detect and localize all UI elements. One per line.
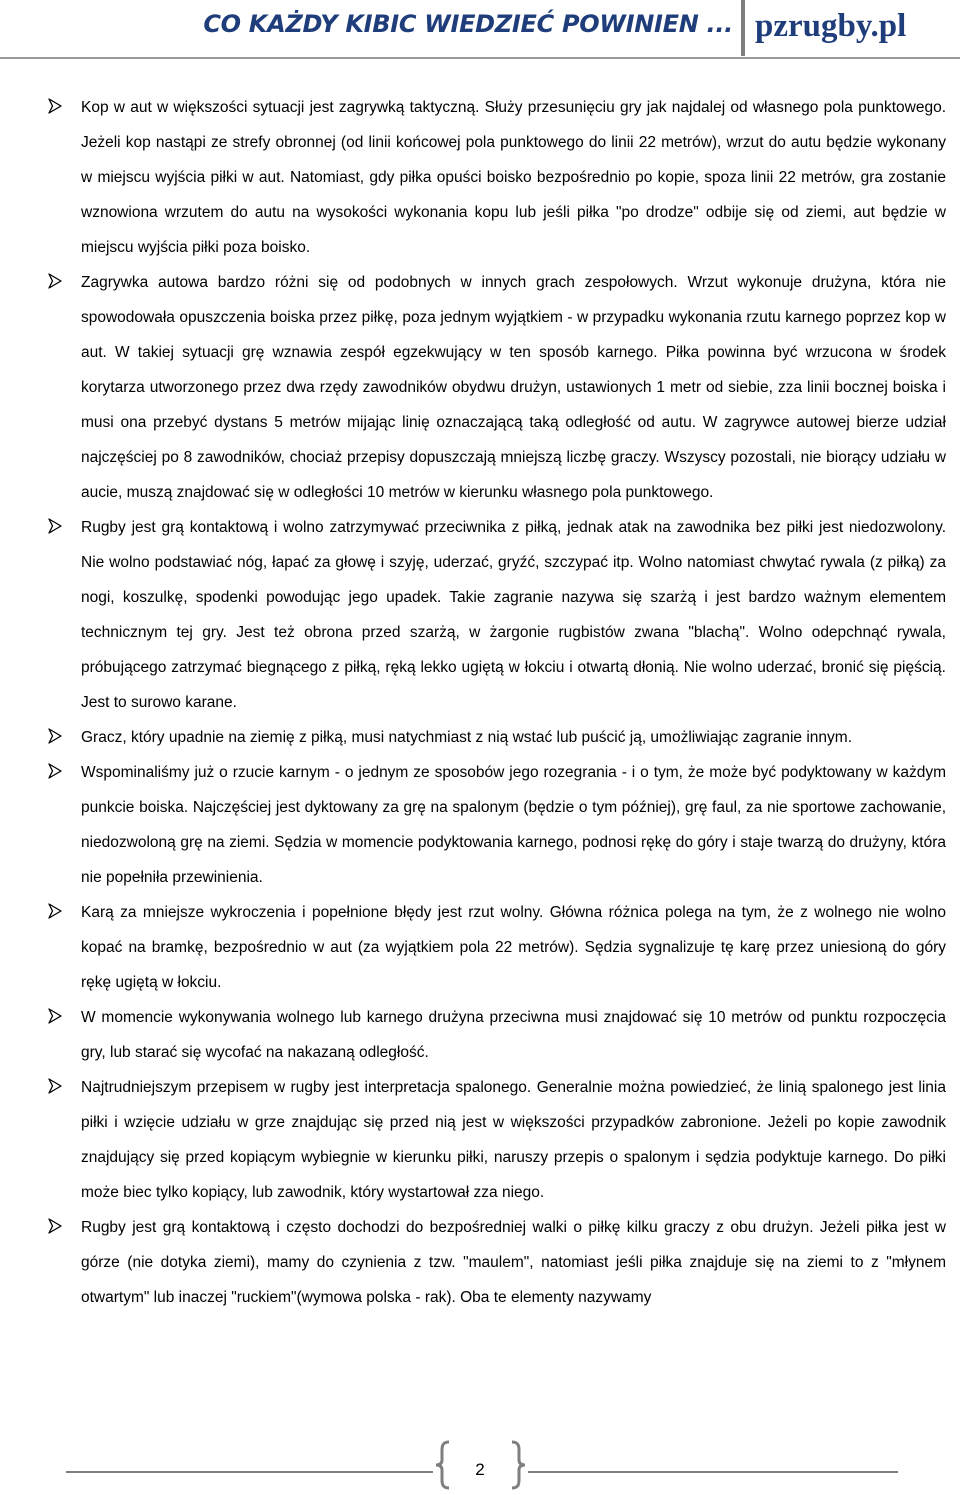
list-item <box>0 1070 946 1210</box>
list-item <box>0 755 946 895</box>
arrow-bullet-icon <box>48 728 62 744</box>
arrow-bullet-icon <box>48 98 62 114</box>
list-item-text: Kop w aut w większości sytuacji jest zagrywką taktyczną. Służy przesunięciu gry jak najdalej od własnego pola punktowego. Jeżeli kop nastąpi ze strefy obronnej (od linii końcowej pola punktowego do linii 22 metrów), wrzut do autu będzie wykonany w miejscu wyjścia piłki w aut. Natomiast, gdy piłka opuści boisko bezpośrednio po kopie, spoza linii 22 metrów, gra zostanie wznowiona wrzutem do autu na wysokości wykonania kopu lub jeśli piłka "po drodze" odbije się od ziemi, aut będzie w miejscu wyjścia piłki poza boisko. <box>81 99 946 256</box>
list-item-text: Karą za mniejsze wykroczenia i popełnione błędy jest rzut wolny. Główna różnica polega na tym, że z wolnego nie wolno kopać na bramkę, bezpośrednio w aut (za wyjątkiem pola 22 metrów). Sędzia sygnalizuje tę karę przez uniesioną do góry rękę ugiętą w łokciu. <box>81 904 946 991</box>
site-logo: pzrugby.pl <box>755 8 907 44</box>
brace-left-icon <box>433 1440 453 1490</box>
arrow-bullet-icon <box>48 763 62 779</box>
list-item <box>0 510 946 720</box>
arrow-bullet-icon <box>48 903 62 919</box>
footer-rule-right <box>528 1471 898 1473</box>
page-number: 2 <box>475 1460 485 1479</box>
list-item-text: Zagrywka autowa bardzo różni się od podobnych w innych grach zespołowych. Wrzut wykonuje drużyna, która nie spowodowała opuszczenia boiska przez piłkę, poza jednym wyjątkiem - w przypadku wykonania rzutu karnego poprzez kop w aut. W takiej sytuacji grę wznawia zespół egzekwujący w ten sposób karnego. Piłka powinna być wrzucona w środek korytarza utworzonego przez dwa rzędy zawodników obydwu drużyn, ustawionych 1 metr od siebie, zza linii bocznej boiska i musi ona przebyć dystans 5 metrów mijając linię oznaczającą taką odległość od autu. W zagrywce autowej bierze udział najczęściej po 8 zawodników, chociaż przepisy dopuszczają mniejszą liczbę graczy. Wszyscy pozostali, nie biorący udziału w aucie, muszą znajdować się w odległości 10 metrów w kierunku własnego pola punktowego. <box>81 274 946 501</box>
page-footer <box>0 1440 960 1495</box>
header-separator <box>741 0 745 56</box>
list-item-text: W momencie wykonywania wolnego lub karnego drużyna przeciwna musi znajdować się 10 metrów od punktu rozpoczęcia gry, lub starać się wycofać na nakazaną odległość. <box>81 1009 946 1061</box>
list-item <box>0 720 946 755</box>
list-item-text: Wspominaliśmy już o rzucie karnym - o jednym ze sposobów jego rozegrania - i o tym, że może być podyktowany w każdym punkcie boiska. Najczęściej jest dyktowany za grę na spalonym (będzie o tym później), grę faul, za nie sportowe zachowanie, niedozwoloną grę na ziemi. Sędzia w momencie podyktowania karnego, podnosi rękę do góry i staje twarzą do drużyny, która nie popełniła przewinienia. <box>81 764 946 886</box>
footer-rule-left <box>66 1471 433 1473</box>
list-item <box>0 895 946 1000</box>
header-title: CO KAŻDY KIBIC WIEDZIEĆ POWINIEN ... <box>203 10 733 38</box>
list-item-text: Rugby jest grą kontaktową i często dochodzi do bezpośredniej walki o piłkę kilku graczy z obu drużyn. Jeżeli piłka jest w górze (nie dotyka ziemi), mamy do czynienia z tzw. "maulem", natomiast jeśli piłka znajduje się na ziemi to z "młynem otwartym" lub inaczej "ruckiem"(wymowa polska - rak). Oba te elementy nazywamy <box>81 1219 946 1306</box>
list-item <box>0 265 946 510</box>
list-item <box>0 1000 946 1070</box>
arrow-bullet-icon <box>48 1218 62 1234</box>
brace-right-icon <box>508 1440 528 1490</box>
list-item <box>0 90 946 265</box>
arrow-bullet-icon <box>48 518 62 534</box>
list-item-text: Najtrudniejszym przepisem w rugby jest interpretacja spalonego. Generalnie można powiedzieć, że linią spalonego jest linia piłki i wzięcie udziału w grze znajdując się przed nią jest w większości przypadków zabronione. Jeżeli po kopie zawodnik znajdujący się przed kopiącym wybiegnie w kierunku piłki, naruszy przepis o spalonym i sędzia podyktuje karnego. Do piłki może biec tylko kopiący, lub zawodnik, który wystartował zza niego. <box>81 1079 946 1201</box>
arrow-bullet-icon <box>48 1078 62 1094</box>
page-header <box>0 0 960 60</box>
list-item-text: Rugby jest grą kontaktową i wolno zatrzymywać przeciwnika z piłką, jednak atak na zawodnika bez piłki jest niedozwolony. Nie wolno podstawiać nóg, łapać za głowę i szyję, uderzać, gryźć, szczypać itp. Wolno natomiast chwytać rywala (z piłką) za nogi, koszulkę, spodenki powodując jego upadek. Takie zagranie nazywa się szarżą i jest bardzo ważnym elementem technicznym tej gry. Jest też obrona przed szarżą, w żargonie rugbistów zwana "blachą". Wolno odepchnąć rywala, próbującego zatrzymać biegnącego z piłką, ręką lekko ugiętą w łokciu i otwartą dłonią. Nie wolno uderzać, bronić się pięścią. Jest to surowo karane. <box>81 519 946 711</box>
header-rule <box>0 57 960 59</box>
list-item-text: Gracz, który upadnie na ziemię z piłką, musi natychmiast z nią wstać lub puścić ją, umożliwiając zagranie innym. <box>81 729 853 746</box>
list-item <box>0 1210 946 1315</box>
arrow-bullet-icon <box>48 1008 62 1024</box>
document-body <box>0 90 960 1315</box>
arrow-bullet-icon <box>48 273 62 289</box>
